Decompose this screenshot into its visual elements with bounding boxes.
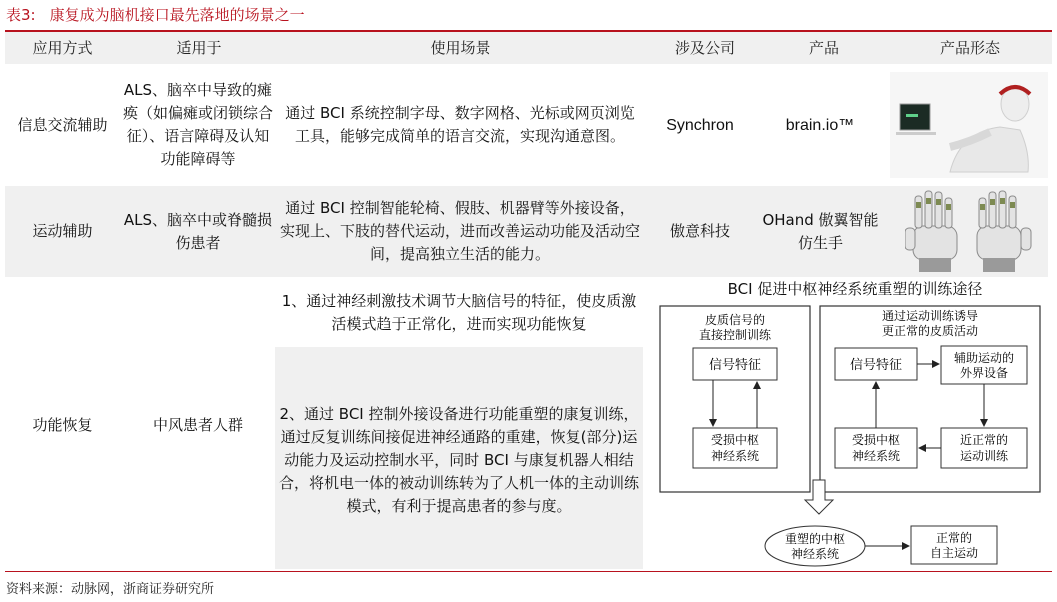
row3-method: 功能恢复	[32, 415, 93, 434]
row1-scenario: 通过 BCI 系统控制字母、数字网格、光标或网页浏览工具，能够完成简单的语言交流，实现沟通意图。	[285, 104, 635, 145]
table-title	[6, 4, 305, 25]
row2-target: ALS、脑卒中或脊髓损伤患者	[123, 210, 273, 252]
right-panel-title: 通过运动训练诱导更正常的皮质活动	[881, 309, 979, 338]
bottom-rule	[5, 571, 1052, 572]
header-method: 应用方式	[32, 39, 93, 57]
header-company: 涉及公司	[674, 39, 735, 57]
header-scenario: 使用场景	[430, 39, 491, 57]
left-panel-title: 皮质信号的直接控制训练	[698, 313, 772, 342]
row1-method: 信息交流辅助	[17, 115, 108, 134]
source-note: 资料来源：动脉网，浙商证券研究所	[6, 582, 215, 597]
row2-product: OHand 傲翼智能仿生手	[762, 210, 879, 252]
signal-feature-box-left: 信号特征	[708, 358, 762, 373]
damaged-cns-box-left: 受损中枢神经系统	[710, 433, 760, 463]
diagram-title: BCI 促进中枢神经系统重塑的训练途径	[727, 280, 983, 298]
bionic-hand-icon	[905, 188, 1035, 276]
row1-product: brain.io™	[785, 116, 855, 134]
header-product: 产品	[808, 39, 839, 57]
row2-company: 傲意科技	[669, 222, 730, 240]
row3-scenario-2: 2、通过 BCI 控制外接设备进行功能重塑的康复训练，通过反复训练间接促进神经通路的重建，恢复(部分)运动能力及运动控制水平，同时 BCI 与康复机器人相结合，将机电一体的被动训练转为了人机一体的主动训练模式，有利于提高患者的参与度。	[278, 404, 639, 515]
row3-scenario-1: 1、通过神经刺激技术调节大脑信号的特征，使皮质激活模式趋于正常化，进而实现功能恢复	[281, 292, 637, 333]
row3-target: 中风患者人群	[152, 415, 243, 434]
table-number: 表3:	[6, 6, 36, 24]
near-normal-training-box: 近正常的运动训练	[959, 433, 1009, 463]
person-with-bci-headset-icon	[890, 72, 1048, 178]
signal-feature-box-right: 信号特征	[849, 358, 903, 373]
reshaped-cns-node: 重塑的中枢神经系统	[784, 532, 846, 561]
bci-training-diagram	[655, 300, 1050, 570]
header-form: 产品形态	[939, 39, 1000, 57]
row1-target: ALS、脑卒中导致的瘫痪（如偏瘫或闭锁综合征）、语言障碍及认知功能障碍等	[123, 81, 274, 168]
table-header	[5, 32, 1052, 64]
row2-scenario: 通过 BCI 控制智能轮椅、假肢、机器臂等外接设备，实现上、下肢的替代运动，进而改善运动功能及活动空间，提高独立生活的能力。	[280, 199, 641, 263]
header-target: 适用于	[176, 39, 222, 57]
row2-method: 运动辅助	[32, 222, 93, 240]
assist-device-box: 辅助运动的外界设备	[953, 351, 1015, 380]
table-title-text: 康复成为脑机接口最先落地的场景之一	[49, 6, 305, 24]
row1-company: Synchron	[666, 116, 734, 134]
hollow-arrow-down	[805, 480, 833, 514]
normal-motion-box: 正常的自主运动	[929, 531, 979, 560]
damaged-cns-box-right: 受损中枢神经系统	[851, 433, 901, 463]
